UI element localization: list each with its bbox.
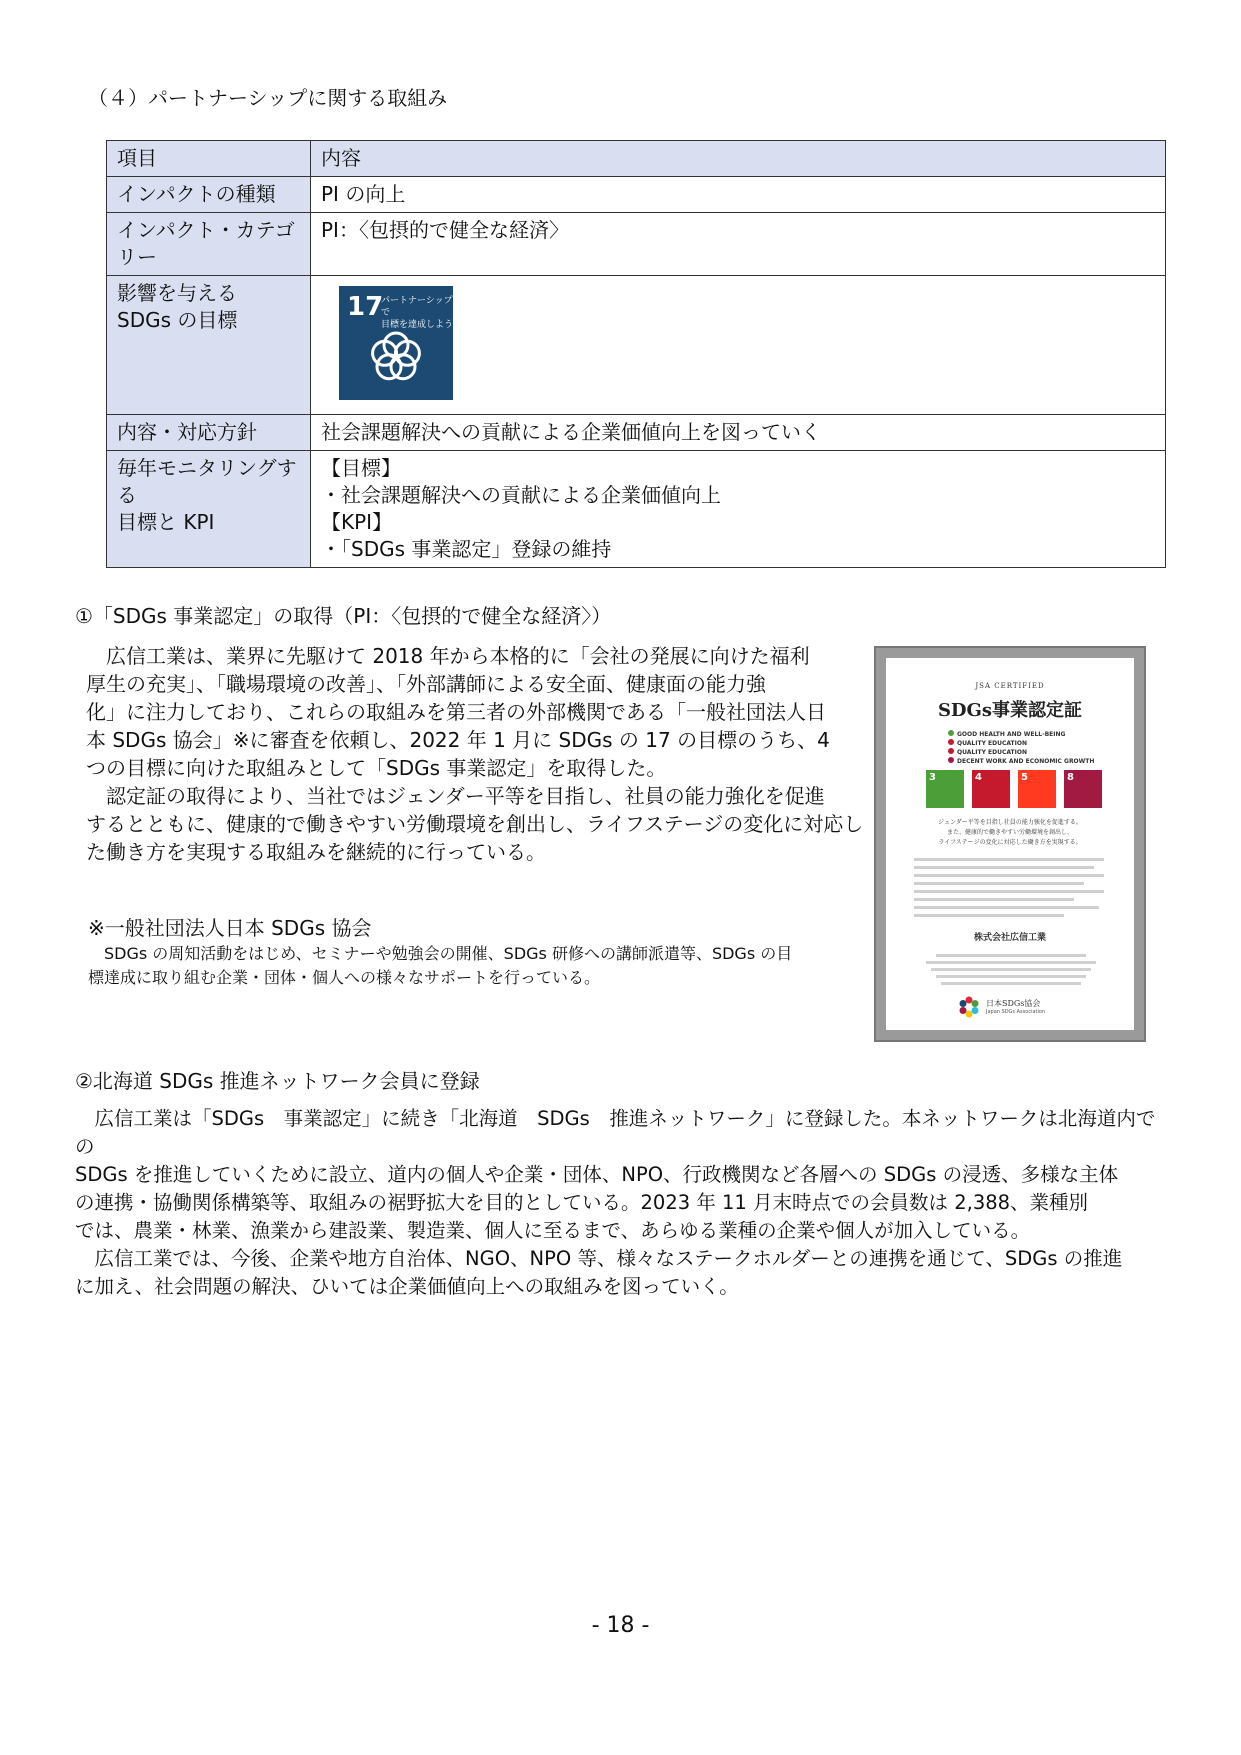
row-key: 内容・対応方針: [107, 415, 311, 451]
section-title: （４）パートナーシップに関する取組み: [88, 86, 448, 110]
para-line: では、農業・林業、漁業から建設業、製造業、個人に至るまで、あらゆる業種の企業や個人が加入している。: [75, 1219, 1031, 1242]
kpi-line: 【KPI】: [321, 510, 393, 534]
sdg-tiles: [926, 770, 1102, 808]
flower-rings-icon: [365, 326, 427, 388]
para-line: するとともに、健康的で働きやすい労働環境を創出し、ライフステージの変化に対応し: [86, 812, 864, 836]
para-line: 認定証の取得により、当社ではジェンダー平等を目指し、社員の能力強化を促進: [86, 784, 825, 808]
sdg-label-line: 目標を達成しよう: [381, 320, 454, 330]
kpi-line: 【目標】: [321, 456, 401, 480]
row-key: [107, 276, 311, 415]
page-number: - 18 -: [591, 1613, 650, 1638]
para-line: の連携・協働関係構築等、取組みの裾野拡大を目的としている。2023 年 11 月末時点での会員数は 2,388、業種別: [75, 1191, 1089, 1214]
table-row: [107, 415, 1166, 451]
goal-item: QUALITY EDUCATION: [948, 748, 1094, 757]
para-line: 広信工業は「SDGs 事業認定」に続き「北海道 SDGs 推進ネットワーク」に登録した。本ネットワークは北海道内での: [75, 1107, 1156, 1158]
sdg-goal-cell: [311, 276, 1166, 415]
para-line: SDGs を推進していくために設立、道内の個人や企業・団体、NPO、行政機関など各層への SDGs の浸透、多様な主体: [75, 1163, 1119, 1186]
kpi-line: ・社会課題解決への貢献による企業価値向上: [321, 483, 721, 507]
row-key: [107, 451, 311, 568]
para-line: 化」に注力しており、これらの取組みを第三者の外部機関である「一般社団法人日: [86, 700, 826, 724]
item2-title: ②北海道 SDGs 推進ネットワーク会員に登録: [75, 1069, 480, 1093]
certified-label: JSA CERTIFIED: [975, 682, 1045, 690]
certificate-company: 株式会社広信工業: [973, 933, 1046, 943]
row-key-line: SDGs の目標: [117, 308, 238, 332]
row-key-line: 影響を与える: [117, 281, 237, 305]
note-title: ※一般社団法人日本 SDGs 協会: [88, 916, 372, 940]
para-line: た働き方を実現する取組みを継続的に行っている。: [86, 840, 546, 864]
sdg-number: 17: [347, 292, 384, 322]
table-row: [107, 177, 1166, 213]
table-row: [107, 213, 1166, 276]
certificate-statement: ジェンダー平等を目指し社員の能力強化を促進する。 また、健康的で働きやすい労働環境を創出し、 ライフステージの変化に対応した働き方を実現する。: [938, 819, 1082, 846]
para-line: 厚生の充実」、「職場環境の改善」、「外部講師による安全面、健康面の能力強: [86, 672, 766, 696]
para-line: に加え、社会問題の解決、ひいては企業価値向上への取組みを図っていく。: [75, 1275, 739, 1298]
goal-item: QUALITY EDUCATION: [948, 739, 1094, 748]
sdg5-tile: 5: [1018, 770, 1056, 808]
kpi-line: ・「SDGs 事業認定」登録の維持: [321, 537, 612, 561]
row-key: インパクトの種類: [107, 177, 311, 213]
note-line: 標達成に取り組む企業・団体・個人への様々なサポートを行っている。: [88, 968, 601, 987]
row-key-line: 目標と KPI: [117, 510, 215, 534]
para-line: 本 SDGs 協会」※に審査を依頼し、2022 年 1 月に SDGs の 17 の目標のうち、4: [86, 728, 830, 752]
sdg17-icon: [339, 286, 453, 400]
table-row: [107, 276, 1166, 415]
row-key: インパクト・カテゴリー: [107, 213, 311, 276]
table-row: [107, 451, 1166, 568]
partnership-table: [106, 140, 1166, 568]
certificate-paper: [886, 658, 1134, 1030]
goal-list: [948, 730, 1094, 766]
sdgs-wheel-icon: [958, 996, 980, 1018]
table-header-row: [107, 141, 1166, 177]
sdg8-tile: 8: [1064, 770, 1102, 808]
association-name: 日本SDGs協会: [986, 999, 1041, 1008]
goal-item: DECENT WORK AND ECONOMIC GROWTH: [948, 757, 1094, 766]
kpi-cell: [311, 451, 1166, 568]
para-line: 広信工業では、今後、企業や地方自治体、NGO、NPO 等、様々なステークホルダーとの連携を通じて、SDGs の推進: [75, 1247, 1123, 1270]
certificate-title: SDGs事業認定証: [937, 700, 1083, 721]
row-value: PI の向上: [311, 177, 1166, 213]
table-header-key: 項目: [107, 141, 311, 177]
row-value: 社会課題解決への貢献による企業価値向上を図っていく: [311, 415, 1166, 451]
item2-paragraph: [75, 1105, 1170, 1301]
para-line: 広信工業は、業界に先駆けて 2018 年から本格的に「会社の発展に向けた福利: [86, 644, 810, 668]
note-line: SDGs の周知活動をはじめ、セミナーや勉強会の開催、SDGs 研修への講師派遣等、SDGs の目: [88, 944, 793, 963]
table-header-value: 内容: [311, 141, 1166, 177]
sdg4-tile: 4: [972, 770, 1010, 808]
item1-title: ①「SDGs 事業認定」の取得（PI：〈包摂的で健全な経済〉）: [75, 604, 612, 628]
sdg-label-line: パートナーシップで: [381, 296, 453, 318]
item1-paragraph: [86, 642, 866, 866]
goal-item: GOOD HEALTH AND WELL-BEING: [948, 730, 1094, 739]
row-value: PI：〈包摂的で健全な経済〉: [311, 213, 1166, 276]
row-key-line: 毎年モニタリングする: [117, 456, 297, 507]
para-line: つの目標に向けた取組みとして「SDGs 事業認定」を取得した。: [86, 756, 667, 780]
note-body: [88, 942, 868, 990]
sdg3-tile: 3: [926, 770, 964, 808]
sdgs-certificate-image: [874, 646, 1146, 1042]
association-en: Japan SDGs Association: [986, 1009, 1046, 1015]
